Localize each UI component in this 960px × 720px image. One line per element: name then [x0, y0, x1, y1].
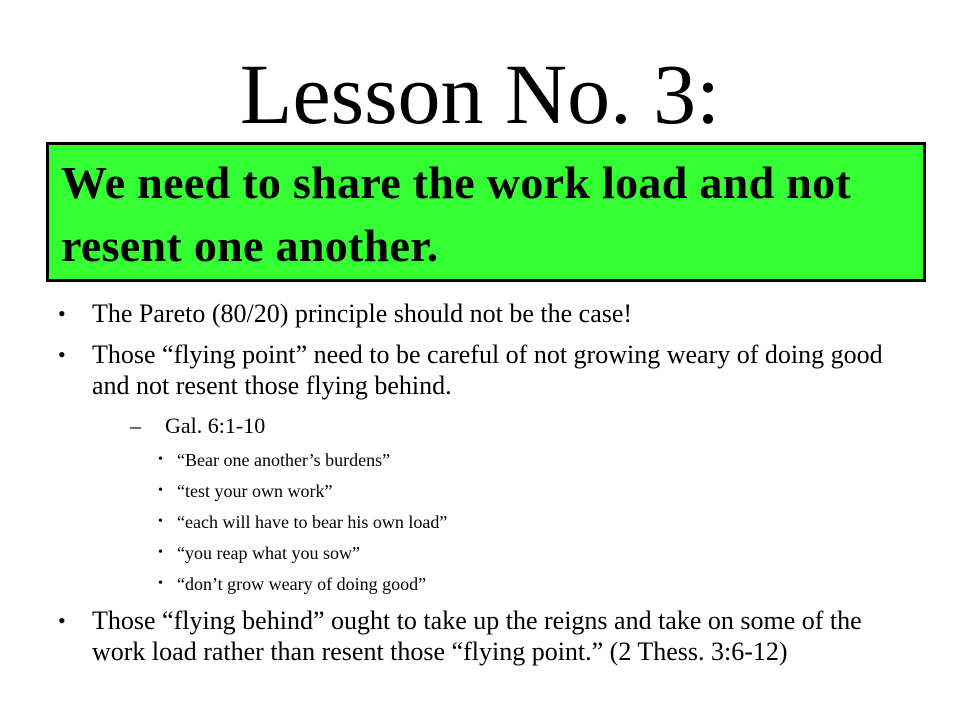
sub-bullet-text: Gal. 6:1-10 — [165, 413, 266, 438]
bullet-text: Those “flying behind” ought to take up the reigns and take on some of the work load rather than resent those “flying point.” (2 Thess. 3:6-12) — [92, 606, 862, 666]
bullet-icon: • — [58, 342, 66, 367]
bullet-icon: • — [158, 483, 163, 498]
bullet-text: The Pareto (80/20) principle should not be the case! — [92, 299, 633, 328]
bullet-icon: • — [58, 608, 66, 633]
callout-text: We need to share the work load and not resent one another. — [61, 157, 852, 271]
dash-icon: – — [130, 413, 141, 438]
bullet-text: Those “flying point” need to be careful of not growing weary of doing good and not resent those flying behind. — [92, 340, 883, 400]
quote-item — [58, 573, 908, 595]
bullet-item — [58, 339, 908, 401]
quote-text: “don’t grow weary of doing good” — [177, 574, 427, 594]
bullet-list — [58, 298, 908, 667]
sub-bullet-item — [58, 413, 908, 439]
quote-text: “Bear one another’s burdens” — [177, 450, 391, 470]
quote-text: “you reap what you sow” — [177, 543, 360, 563]
quote-text: “test your own work” — [177, 481, 333, 501]
slide-title: Lesson No. 3: — [239, 46, 721, 142]
quote-item — [58, 449, 908, 471]
quote-item — [58, 511, 908, 533]
bullet-icon: • — [158, 514, 163, 529]
bullet-item — [58, 605, 908, 667]
bullet-item — [58, 298, 908, 329]
bullet-icon: • — [158, 545, 163, 560]
bullet-icon: • — [158, 576, 163, 591]
quote-item — [58, 542, 908, 564]
bullet-icon: • — [158, 452, 163, 467]
quote-item — [58, 480, 908, 502]
bullet-icon: • — [58, 301, 66, 326]
callout-box — [46, 142, 926, 282]
quote-text: “each will have to bear his own load” — [177, 512, 448, 532]
